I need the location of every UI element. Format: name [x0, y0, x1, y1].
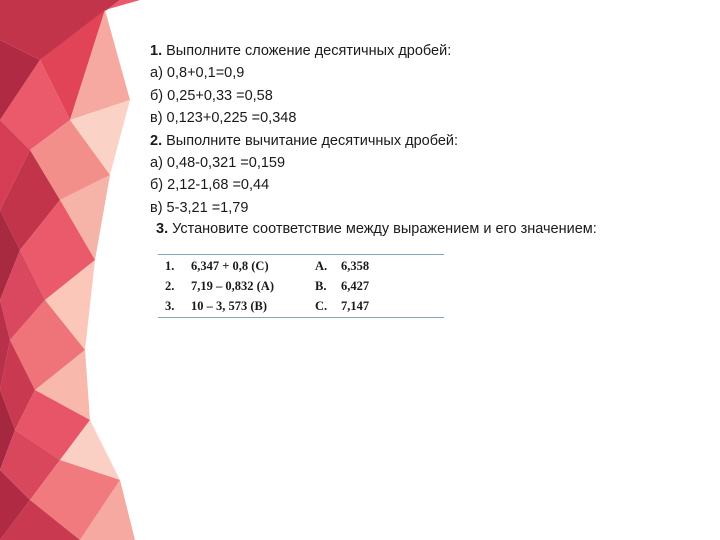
task1-item-b: б) 0,25+0,33 =0,58: [150, 87, 273, 104]
task2-number: 2.: [150, 132, 163, 149]
matching-table: [158, 254, 444, 318]
row-expression: 10 – 3, 573 (В): [191, 299, 268, 313]
task1-number: 1.: [150, 43, 163, 59]
task1-title: Выполните сложение десятичных дробей:: [166, 43, 452, 59]
row-value: 6,427: [341, 279, 370, 293]
row-number: 1.: [165, 259, 175, 273]
row-value: 7,147: [341, 299, 370, 313]
row-number: 2.: [165, 279, 175, 293]
row-letter: А.: [315, 259, 328, 273]
task3-number: 3.: [156, 221, 169, 237]
row-value: 6,358: [341, 259, 370, 273]
row-number: 3.: [165, 299, 175, 313]
task1-heading: [150, 40, 458, 62]
task2-heading: [150, 130, 458, 152]
row-letter: С.: [315, 299, 328, 313]
tasks-1-2: [150, 40, 458, 219]
row-expression: 7,19 – 0,832 (А): [191, 279, 274, 293]
row-letter: В.: [315, 279, 327, 293]
table-row: [158, 277, 444, 297]
task2-item-c: в) 5-3,21 =1,79: [150, 199, 249, 216]
decorative-polygon-border: [0, 0, 140, 540]
task1-item-c: в) 0,123+0,225 =0,348: [150, 110, 297, 127]
task3-heading: [156, 219, 597, 239]
task2-item-a: а) 0,48-0,321 =0,159: [150, 155, 286, 172]
row-expression: 6,347 + 0,8 (С): [191, 259, 269, 273]
table-row: [158, 297, 444, 317]
task1-item-a: а) 0,8+0,1=0,9: [150, 65, 245, 82]
task2-title: Выполните вычитание десятичных дробей:: [166, 132, 459, 149]
task2-item-b: б) 2,12-1,68 =0,44: [150, 177, 270, 194]
table-row: [158, 257, 444, 277]
task3-title: Установите соответствие между выражением и его значением:: [172, 221, 597, 237]
